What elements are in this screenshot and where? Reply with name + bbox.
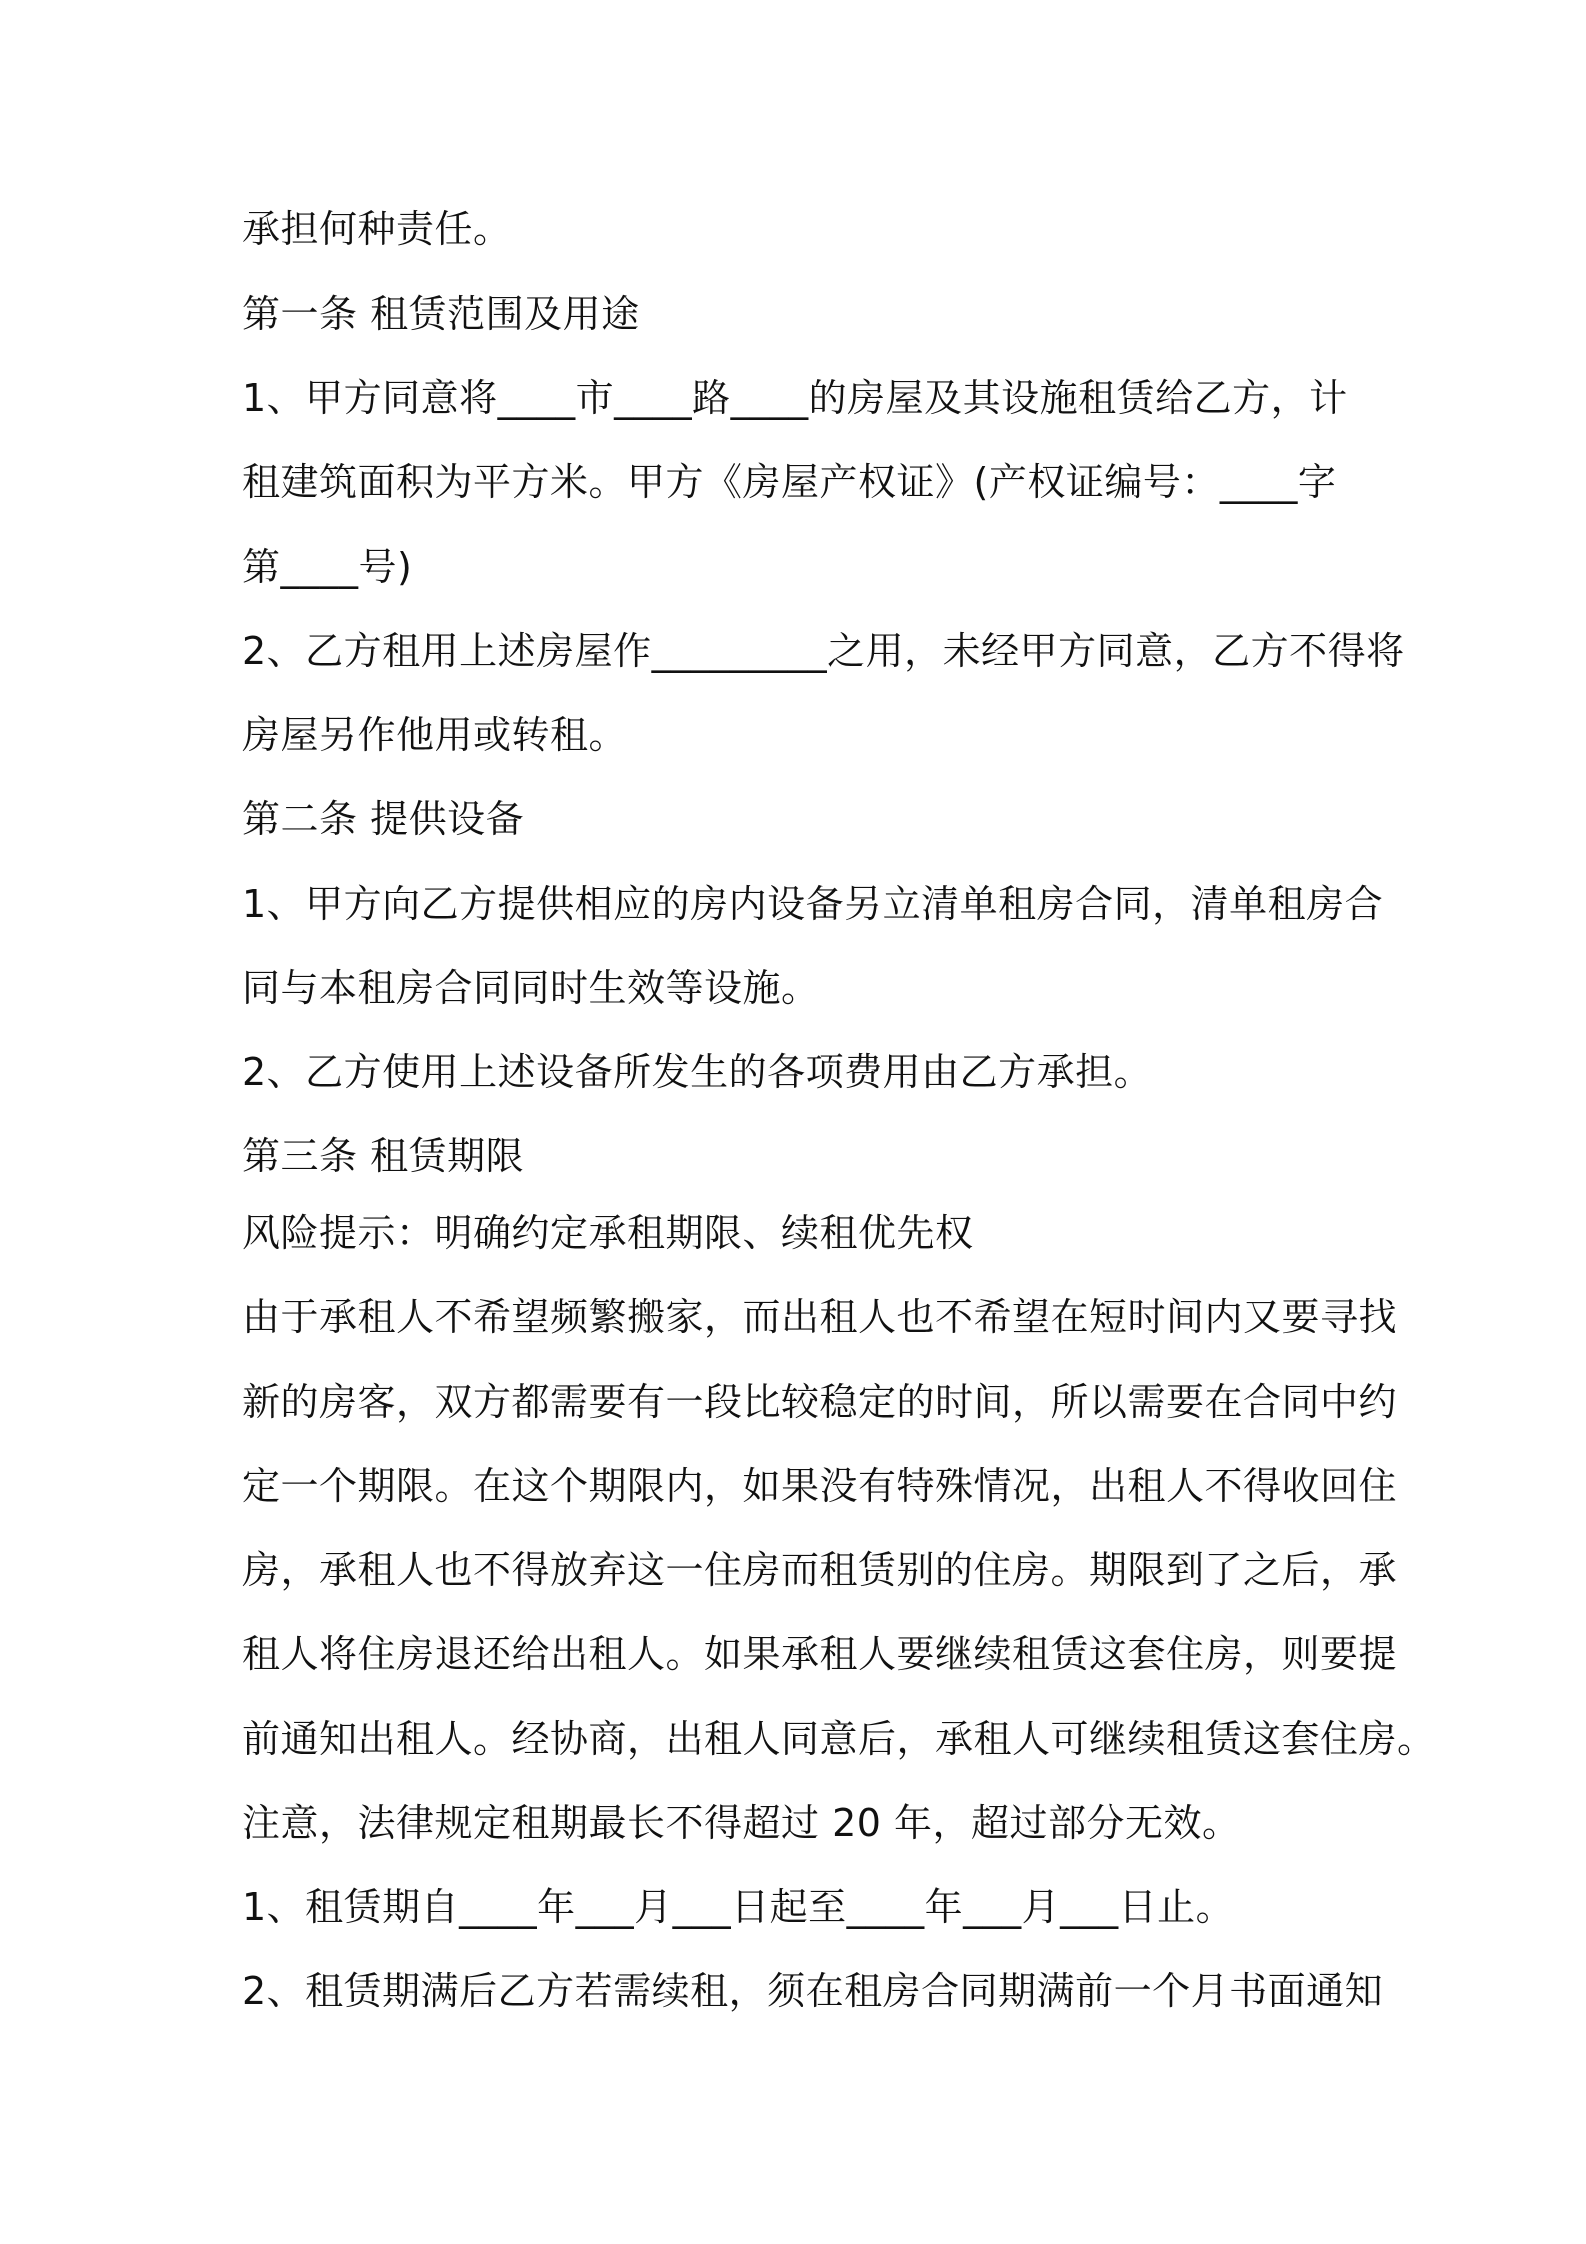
text-line: 新的房客，双方都需要有一段比较稳定的时间，所以需要在合同中约 — [242, 1380, 1398, 1424]
text-line: 2、租赁期满后乙方若需续租，须在租房合同期满前一个月书面通知 — [242, 1969, 1384, 2013]
text-line: 租建筑面积为平方米。甲方《房屋产权证》(产权证编号：____字 — [242, 460, 1337, 504]
risk-tip: 风险提示：明确约定承租期限、续租优先权 — [242, 1211, 974, 1255]
text-line: 承担何种责任。 — [242, 207, 512, 251]
text-line: 2、乙方租用上述房屋作_________之用，未经甲方同意，乙方不得将 — [242, 629, 1405, 673]
section-heading: 第二条 提供设备 — [242, 797, 525, 841]
text-line: 1、租赁期自____年___月___日起至____年___月___日止。 — [242, 1885, 1235, 1929]
text-line: 2、乙方使用上述设备所发生的各项费用由乙方承担。 — [242, 1050, 1153, 1094]
text-line: 房，承租人也不得放弃这一住房而租赁别的住房。期限到了之后，承 — [242, 1548, 1398, 1592]
text-line: 1、甲方同意将____市____路____的房屋及其设施租赁给乙方，计 — [242, 376, 1348, 420]
section-heading: 第一条 租赁范围及用途 — [242, 292, 640, 336]
note-line: 注意，法律规定租期最长不得超过 20 年，超过部分无效。 — [242, 1801, 1241, 1845]
text-line: 房屋另作他用或转租。 — [242, 713, 628, 757]
text-line: 1、甲方向乙方提供相应的房内设备另立清单租房合同，清单租房合 — [242, 882, 1384, 926]
text-line: 租人将住房退还给出租人。如果承租人要继续租赁这套住房，则要提 — [242, 1632, 1398, 1676]
text-line: 同与本租房合同同时生效等设施。 — [242, 966, 820, 1010]
text-line: 由于承租人不希望频繁搬家，而出租人也不希望在短时间内又要寻找 — [242, 1295, 1398, 1339]
text-line: 第____号) — [242, 545, 413, 589]
text-line: 前通知出租人。经协商，出租人同意后，承租人可继续租赁这套住房。 — [242, 1717, 1436, 1761]
text-line: 定一个期限。在这个期限内，如果没有特殊情况，出租人不得收回住 — [242, 1464, 1398, 1508]
section-heading: 第三条 租赁期限 — [242, 1134, 525, 1178]
